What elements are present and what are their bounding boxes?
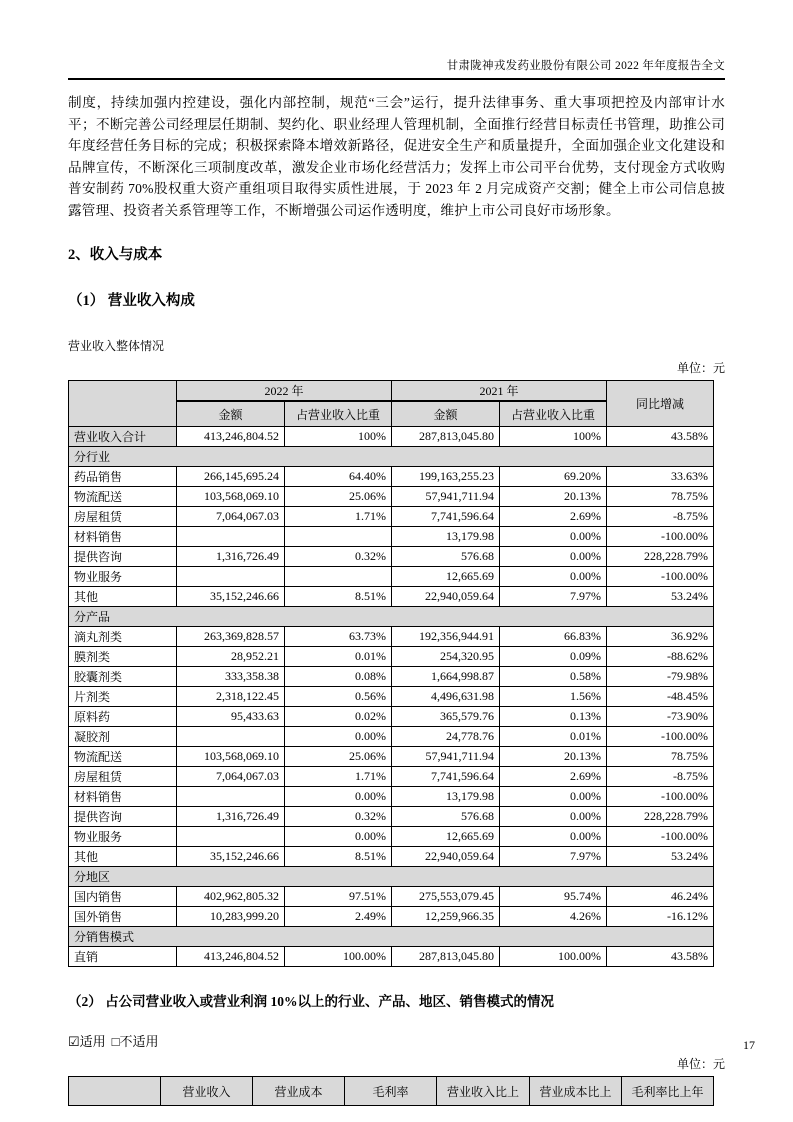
segment-cost-yoy-header: 营业成本比上 xyxy=(530,1077,622,1106)
pct-2022-cell: 0.32% xyxy=(285,547,392,567)
amount-2022-cell: 28,952.21 xyxy=(177,647,285,667)
pct-2021-cell: 0.00% xyxy=(500,827,607,847)
revenue-data-row xyxy=(69,527,714,547)
revenue-data-row xyxy=(69,747,714,767)
segment-revenue-yoy-header: 营业收入比上 xyxy=(437,1077,530,1106)
pct-2022-cell: 0.00% xyxy=(285,787,392,807)
pct-2022-cell xyxy=(285,527,392,547)
row-label: 营业收入合计 xyxy=(69,427,177,447)
revenue-overview-note: 营业收入整体情况 xyxy=(68,339,165,353)
segment-revenue-header: 营业收入 xyxy=(161,1077,253,1106)
amount-2021-cell: 254,320.95 xyxy=(392,647,500,667)
revenue-data-row xyxy=(69,467,714,487)
pct-2022-cell: 100% xyxy=(285,427,392,447)
amount-2022-cell: 263,369,828.57 xyxy=(177,627,285,647)
amount-2022-cell: 35,152,246.66 xyxy=(177,587,285,607)
table-header-year-row xyxy=(69,381,714,402)
year-2022-header: 2022 年 xyxy=(177,381,392,402)
amount-2022-cell: 95,433.63 xyxy=(177,707,285,727)
row-label: 国外销售 xyxy=(69,907,177,927)
amount-2021-cell: 12,665.69 xyxy=(392,827,500,847)
row-label: 原料药 xyxy=(69,707,177,727)
amount-2022-cell: 10,283,999.20 xyxy=(177,907,285,927)
page-content xyxy=(68,0,725,1106)
amount-2022-cell xyxy=(177,787,285,807)
yoy-cell: -88.62% xyxy=(607,647,714,667)
pct-2021-cell: 7.97% xyxy=(500,587,607,607)
pct-2021-cell: 0.09% xyxy=(500,647,607,667)
row-label: 凝胶剂 xyxy=(69,727,177,747)
yoy-cell: -100.00% xyxy=(607,727,714,747)
yoy-cell: 43.58% xyxy=(607,427,714,447)
pct-2021-cell: 20.13% xyxy=(500,747,607,767)
pct-2022-cell: 8.51% xyxy=(285,587,392,607)
revenue-data-row xyxy=(69,647,714,667)
unit-label-1: 单位：元 xyxy=(676,361,725,375)
amount-2021-cell: 1,664,998.87 xyxy=(392,667,500,687)
yoy-cell: 46.24% xyxy=(607,887,714,907)
pct-2021-cell: 0.00% xyxy=(500,787,607,807)
amount-2021-cell: 365,579.76 xyxy=(392,707,500,727)
revenue-data-row xyxy=(69,667,714,687)
segment-cost-header: 营业成本 xyxy=(253,1077,345,1106)
pct-2022-cell: 0.00% xyxy=(285,727,392,747)
amount-2022-cell: 402,962,805.32 xyxy=(177,887,285,907)
amount-2022-cell: 2,318,122.45 xyxy=(177,687,285,707)
row-label: 房屋租赁 xyxy=(69,507,177,527)
pct-2021-cell: 4.26% xyxy=(500,907,607,927)
revenue-data-row xyxy=(69,767,714,787)
revenue-table-body xyxy=(69,427,714,967)
revenue-data-row xyxy=(69,507,714,527)
amount-2021-cell: 57,941,711.94 xyxy=(392,487,500,507)
row-label: 物业服务 xyxy=(69,567,177,587)
amount-2022-cell: 413,246,804.52 xyxy=(177,947,285,967)
amount-2022-cell: 7,064,067.03 xyxy=(177,767,285,787)
applicable-checkbox: ☑适用 xyxy=(68,1034,106,1049)
subsection-heading-over-10-percent: （2） 占公司营业收入或营业利润 10%以上的行业、产品、地区、销售模式的情况 xyxy=(68,994,554,1009)
pct-2021-cell: 0.13% xyxy=(500,707,607,727)
pct-2022-cell: 2.49% xyxy=(285,907,392,927)
amount-2022-cell: 1,316,726.49 xyxy=(177,547,285,567)
revenue-data-row xyxy=(69,427,714,447)
row-label: 材料销售 xyxy=(69,527,177,547)
yoy-cell: -16.12% xyxy=(607,907,714,927)
revenue-data-row xyxy=(69,947,714,967)
amount-2022-cell: 413,246,804.52 xyxy=(177,427,285,447)
revenue-composition-table xyxy=(68,380,714,967)
amount-2022-cell xyxy=(177,527,285,547)
amount-2021-cell: 192,356,944.91 xyxy=(392,627,500,647)
yoy-cell: 78.75% xyxy=(607,747,714,767)
category-section-row xyxy=(69,927,714,947)
pct-2022-cell: 63.73% xyxy=(285,627,392,647)
amount-2021-cell: 7,741,596.64 xyxy=(392,767,500,787)
pct-2022-cell: 25.06% xyxy=(285,487,392,507)
pct-2022-cell: 8.51% xyxy=(285,847,392,867)
yoy-cell: -73.90% xyxy=(607,707,714,727)
yoy-cell: -100.00% xyxy=(607,567,714,587)
amount-2022-cell: 333,358.38 xyxy=(177,667,285,687)
revenue-data-row xyxy=(69,907,714,927)
amount-2021-cell: 12,665.69 xyxy=(392,567,500,587)
subsection-heading-revenue-composition: （1） 营业收入构成 xyxy=(68,293,195,309)
row-label: 膜剂类 xyxy=(69,647,177,667)
pct-2021-header: 占营业收入比重 xyxy=(500,401,607,427)
corner-cell xyxy=(69,381,177,427)
pct-2022-cell: 0.00% xyxy=(285,827,392,847)
pct-2021-cell: 2.69% xyxy=(500,507,607,527)
row-label: 胶囊剂类 xyxy=(69,667,177,687)
pct-2021-cell: 1.56% xyxy=(500,687,607,707)
applicability-line xyxy=(68,1031,725,1050)
amount-2021-cell: 275,553,079.45 xyxy=(392,887,500,907)
revenue-data-row xyxy=(69,547,714,567)
pct-2021-cell: 66.83% xyxy=(500,627,607,647)
yoy-cell: 53.24% xyxy=(607,587,714,607)
segment-detail-table xyxy=(68,1076,714,1106)
pct-2021-cell: 20.13% xyxy=(500,487,607,507)
pct-2021-cell: 0.00% xyxy=(500,527,607,547)
pct-2021-cell: 7.97% xyxy=(500,847,607,867)
row-label: 物流配送 xyxy=(69,747,177,767)
document-header-title: 甘肃陇神戎发药业股份有限公司 2022 年年度报告全文 xyxy=(446,60,725,72)
pct-2021-cell: 0.01% xyxy=(500,727,607,747)
yoy-cell: 53.24% xyxy=(607,847,714,867)
revenue-data-row xyxy=(69,627,714,647)
pct-2022-cell: 25.06% xyxy=(285,747,392,767)
amount-2021-cell: 287,813,045.80 xyxy=(392,427,500,447)
yoy-cell: -8.75% xyxy=(607,767,714,787)
row-label: 材料销售 xyxy=(69,787,177,807)
yoy-cell: 33.63% xyxy=(607,467,714,487)
yoy-cell: 36.92% xyxy=(607,627,714,647)
pct-2022-header: 占营业收入比重 xyxy=(285,401,392,427)
pct-2021-cell: 100.00% xyxy=(500,947,607,967)
amount-2021-cell: 57,941,711.94 xyxy=(392,747,500,767)
segment-margin-yoy-header: 毛利率比上年 xyxy=(622,1077,714,1106)
amount-2022-cell: 103,568,069.10 xyxy=(177,487,285,507)
yoy-cell: -100.00% xyxy=(607,527,714,547)
pct-2022-cell: 0.56% xyxy=(285,687,392,707)
revenue-data-row xyxy=(69,727,714,747)
yoy-cell: -79.98% xyxy=(607,667,714,687)
revenue-data-row xyxy=(69,587,714,607)
row-label: 药品销售 xyxy=(69,467,177,487)
revenue-data-row xyxy=(69,687,714,707)
amount-2021-cell: 199,163,255.23 xyxy=(392,467,500,487)
body-paragraph: 制度，持续加强内控建设，强化内部控制，规范“三会”运行，提升法律事务、重大事项把控及内部审计水平；不断完善公司经理层任期制、契约化、职业经理人管理机制，全面推行经营目标责任书管理，助推公司年度经营任务目标的完成；积极探索降本增效新路径，促进安全生产和质量提升，全面加强企业文化建设和品牌宣传，不断深化三项制度改革，激发企业市场化经营活力；发挥上市公司平台优势，支付现金方式收购普安制药 70%股权重大资产重组项目取得实质性进展，于 2023 年 2 月完成资产交割；健全上市公司信息披露管理、投资者关系管理等工作，不断增强公司运作透明度，维护上市公司良好市场形象。 xyxy=(68,95,725,218)
yoy-cell: -100.00% xyxy=(607,787,714,807)
row-label: 物流配送 xyxy=(69,487,177,507)
pct-2022-cell: 0.32% xyxy=(285,807,392,827)
row-label: 国内销售 xyxy=(69,887,177,907)
amount-2021-cell: 24,778.76 xyxy=(392,727,500,747)
amount-2022-cell: 266,145,695.24 xyxy=(177,467,285,487)
row-label: 其他 xyxy=(69,587,177,607)
category-section-label: 分行业 xyxy=(69,447,714,467)
section-heading-income-cost: 2、收入与成本 xyxy=(68,247,163,263)
category-section-row xyxy=(69,867,714,887)
year-2021-header: 2021 年 xyxy=(392,381,607,402)
amount-2021-cell: 287,813,045.80 xyxy=(392,947,500,967)
category-section-row xyxy=(69,607,714,627)
not-applicable-checkbox: □不适用 xyxy=(111,1034,159,1049)
revenue-data-row xyxy=(69,707,714,727)
pct-2022-cell: 0.08% xyxy=(285,667,392,687)
amount-2021-cell: 22,940,059.64 xyxy=(392,847,500,867)
pct-2022-cell: 0.02% xyxy=(285,707,392,727)
yoy-cell: -8.75% xyxy=(607,507,714,527)
row-label: 提供咨询 xyxy=(69,547,177,567)
amount-2021-cell: 576.68 xyxy=(392,547,500,567)
row-label: 片剂类 xyxy=(69,687,177,707)
category-section-label: 分销售模式 xyxy=(69,927,714,947)
revenue-data-row xyxy=(69,567,714,587)
row-label: 提供咨询 xyxy=(69,807,177,827)
yoy-cell: 43.58% xyxy=(607,947,714,967)
category-section-label: 分地区 xyxy=(69,867,714,887)
pct-2021-cell: 0.00% xyxy=(500,807,607,827)
amount-2021-cell: 13,179.98 xyxy=(392,527,500,547)
amount-2022-cell xyxy=(177,827,285,847)
revenue-data-row xyxy=(69,487,714,507)
amount-2022-header: 金额 xyxy=(177,401,285,427)
pct-2021-cell: 0.00% xyxy=(500,547,607,567)
category-section-label: 分产品 xyxy=(69,607,714,627)
yoy-cell: 228,228.79% xyxy=(607,547,714,567)
row-label: 房屋租赁 xyxy=(69,767,177,787)
amount-2022-cell: 1,316,726.49 xyxy=(177,807,285,827)
revenue-data-row xyxy=(69,787,714,807)
amount-2021-cell: 576.68 xyxy=(392,807,500,827)
pct-2021-cell: 0.58% xyxy=(500,667,607,687)
yoy-cell: -100.00% xyxy=(607,827,714,847)
pct-2022-cell: 1.71% xyxy=(285,767,392,787)
pct-2021-cell: 100% xyxy=(500,427,607,447)
pct-2022-cell: 0.01% xyxy=(285,647,392,667)
yoy-header: 同比增减 xyxy=(607,381,714,427)
pct-2022-cell xyxy=(285,567,392,587)
row-label: 滴丸剂类 xyxy=(69,627,177,647)
pct-2022-cell: 97.51% xyxy=(285,887,392,907)
revenue-data-row xyxy=(69,847,714,867)
header-rule xyxy=(68,78,725,80)
amount-2021-cell: 12,259,966.35 xyxy=(392,907,500,927)
pct-2022-cell: 64.40% xyxy=(285,467,392,487)
row-label: 物业服务 xyxy=(69,827,177,847)
page-number: 17 xyxy=(743,1038,755,1052)
pct-2021-cell: 0.00% xyxy=(500,567,607,587)
amount-2021-cell: 4,496,631.98 xyxy=(392,687,500,707)
pct-2021-cell: 69.20% xyxy=(500,467,607,487)
yoy-cell: 228,228.79% xyxy=(607,807,714,827)
yoy-cell: 78.75% xyxy=(607,487,714,507)
row-label: 其他 xyxy=(69,847,177,867)
amount-2021-cell: 13,179.98 xyxy=(392,787,500,807)
segment-table-header-row xyxy=(69,1077,714,1106)
revenue-data-row xyxy=(69,827,714,847)
amount-2021-cell: 22,940,059.64 xyxy=(392,587,500,607)
unit-label-2: 单位：元 xyxy=(676,1057,725,1071)
amount-2022-cell xyxy=(177,567,285,587)
revenue-data-row xyxy=(69,887,714,907)
category-section-row xyxy=(69,447,714,467)
amount-2022-cell: 103,568,069.10 xyxy=(177,747,285,767)
row-label: 直销 xyxy=(69,947,177,967)
segment-corner-cell xyxy=(69,1077,161,1106)
revenue-data-row xyxy=(69,807,714,827)
pct-2022-cell: 1.71% xyxy=(285,507,392,527)
amount-2021-cell: 7,741,596.64 xyxy=(392,507,500,527)
pct-2021-cell: 95.74% xyxy=(500,887,607,907)
pct-2021-cell: 2.69% xyxy=(500,767,607,787)
amount-2022-cell xyxy=(177,727,285,747)
amount-2022-cell: 7,064,067.03 xyxy=(177,507,285,527)
segment-margin-header: 毛利率 xyxy=(345,1077,437,1106)
amount-2021-header: 金额 xyxy=(392,401,500,427)
pct-2022-cell: 100.00% xyxy=(285,947,392,967)
amount-2022-cell: 35,152,246.66 xyxy=(177,847,285,867)
yoy-cell: -48.45% xyxy=(607,687,714,707)
